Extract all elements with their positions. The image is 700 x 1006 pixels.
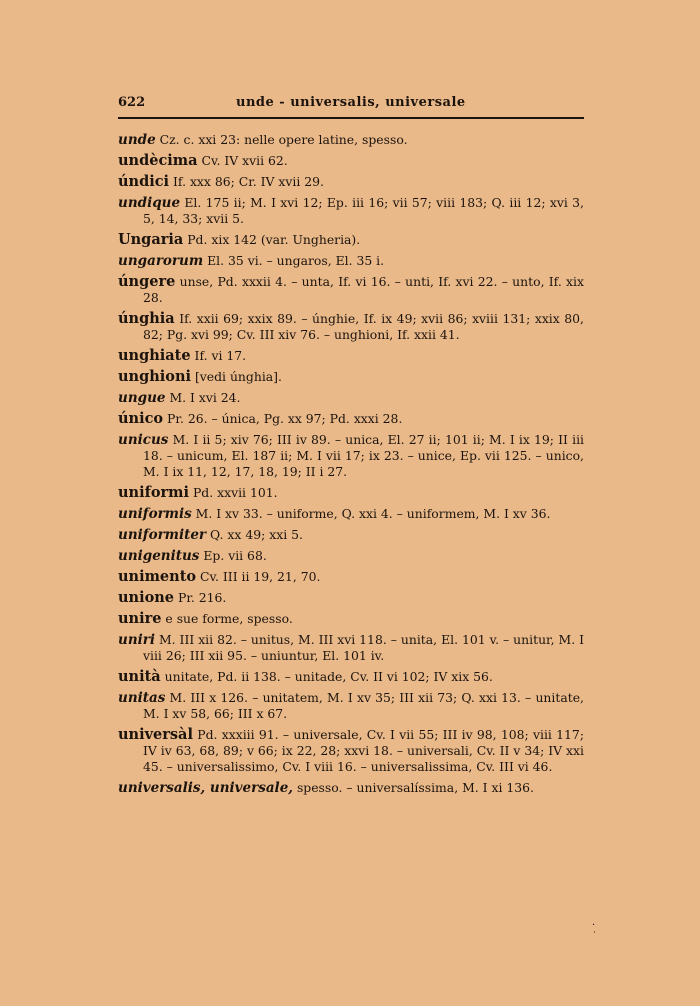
dictionary-entry [118,548,584,564]
entry-headword: unione [118,589,175,606]
dictionary-entry [118,390,584,406]
dictionary-entry [118,485,584,501]
entry-citations: unitate, Pd. ii 138. – unitade, Cv. II vi 102; IV xix 56. [164,669,493,684]
dictionary-entry [118,727,584,775]
entry-headword: uniformis [118,506,192,522]
entry-citations: Ep. vii 68. [203,548,267,563]
entry-headword: Ungaria [118,231,184,248]
entry-citations: If. vi 17. [194,348,247,363]
dictionary-entry [118,432,584,480]
entry-headword: universàl [118,726,193,743]
entry-citations: Q. xx 49; xxi 5. [210,527,303,542]
dictionary-entries [118,132,584,801]
entry-citations: Pd. xxxiii 91. – universale, Cv. I vii 55; III iv 98, 108; viii 117; IV iv 63, 68, 89; v 66; ix 22, 28; xxvi 18. – universali, Cv. II v 34; IV xxi 45. – universalissimo, Cv. I viii 16. – universalissima, Cv. III vi 46. [143,727,584,774]
entry-citations: Pr. 26. – única, Pg. xx 97; Pd. xxxi 28. [167,411,403,426]
dictionary-entry [118,669,584,685]
entry-headword: undècima [118,152,198,169]
entry-headword: úngere [118,273,176,290]
entry-citations: M. I xvi 24. [169,390,241,405]
entry-citations: Pd. xxvii 101. [192,485,278,500]
entry-headword: úndici [118,173,170,190]
entry-citations: M. I ii 5; xiv 76; III iv 89. – unica, El. 27 ii; 101 ii; M. I ix 19; II iii 18. – unicum, El. 187 ii; M. I vii 17; ix 23. – unice, Ep. vii 125. – unico, M. I ix 11, 12, 17, 18, 19; II i 27. [143,432,584,479]
dictionary-entry [118,690,584,722]
dictionary-entry [118,253,584,269]
entry-citations: Cv. III ii 19, 21, 70. [200,569,321,584]
entry-citations: M. III xii 82. – unitus, M. III xvi 118. – unita, El. 101 v. – unitur, M. I viii 26; III xii 95. – uniuntur, El. 101 iv. [143,632,584,663]
entry-headword: unità [118,668,161,685]
page-marks: · ˙ [592,920,597,942]
dictionary-entry [118,132,584,148]
entry-citations: El. 175 ii; M. I xvi 12; Ep. iii 16; vii 57; viii 183; Q. iii 12; xvi 3, 5, 14, 33; xvii 5. [143,195,584,226]
entry-headword: unitas [118,690,166,706]
entry-headword: unghiate [118,347,191,364]
dictionary-entry [118,780,584,796]
entry-headword: unde [118,132,156,148]
entry-headword: uniformiter [118,527,207,543]
header-rule [118,117,584,119]
entry-citations: spesso. – universalíssima, M. I xi 136. [296,780,534,795]
dictionary-entry [118,311,584,343]
dictionary-entry [118,506,584,522]
dictionary-entry [118,174,584,190]
entry-headword: único [118,410,164,427]
dictionary-entry [118,274,584,306]
page-number: 622 [118,95,146,110]
dictionary-entry [118,348,584,364]
entry-headword: unimento [118,568,197,585]
entry-headword: unire [118,610,162,627]
dictionary-entry [118,369,584,385]
entry-citations: M. I xv 33. – uniforme, Q. xxi 4. – uniformem, M. I xv 36. [195,506,551,521]
running-head: unde - universalis, universale [236,95,466,110]
entry-citations: Pr. 216. [178,590,227,605]
entry-citations: e sue forme, spesso. [165,611,293,626]
entry-headword: ungarorum [118,253,204,269]
entry-headword: unicus [118,432,169,448]
entry-citations: unse, Pd. xxxii 4. – unta, If. vi 16. – unti, If. xvi 22. – unto, If. xix 28. [143,274,584,305]
dictionary-entry [118,153,584,169]
entry-headword: uniri [118,632,155,648]
entry-citations: M. III x 126. – unitatem, M. I xv 35; III xii 73; Q. xxi 13. – unitate, M. I xv 58, 66; III x 67. [143,690,584,721]
entry-citations: Pd. xix 142 (var. Ungheria). [187,232,361,247]
dictionary-entry [118,569,584,585]
dictionary-entry [118,195,584,227]
entry-citations: If. xxx 86; Cr. IV xvii 29. [173,174,324,189]
entry-headword: unigenitus [118,548,200,564]
entry-headword: unghioni [118,368,191,385]
dictionary-entry [118,590,584,606]
entry-citations: El. 35 vi. – ungaros, El. 35 i. [207,253,385,268]
entry-citations: Cv. IV xvii 62. [201,153,288,168]
dictionary-entry [118,632,584,664]
entry-citations: Cz. c. xxi 23: nelle opere latine, spesso. [159,132,408,147]
entry-headword: undique [118,195,181,211]
entry-headword: uniformi [118,484,189,501]
dictionary-entry [118,611,584,627]
entry-headword: ungue [118,390,166,406]
entry-citations: [vedi únghia]. [194,369,282,384]
dictionary-entry [118,232,584,248]
dictionary-entry [118,411,584,427]
entry-citations: If. xxii 69; xxix 89. – únghie, If. ix 49; xvii 86; xviii 131; xxix 80, 82; Pg. xvi 99; Cv. III xiv 76. – unghioni, If. xxii 41. [143,311,584,342]
dictionary-entry [118,527,584,543]
entry-headword: únghia [118,310,175,327]
entry-headword: universalis, universale, [118,780,293,796]
